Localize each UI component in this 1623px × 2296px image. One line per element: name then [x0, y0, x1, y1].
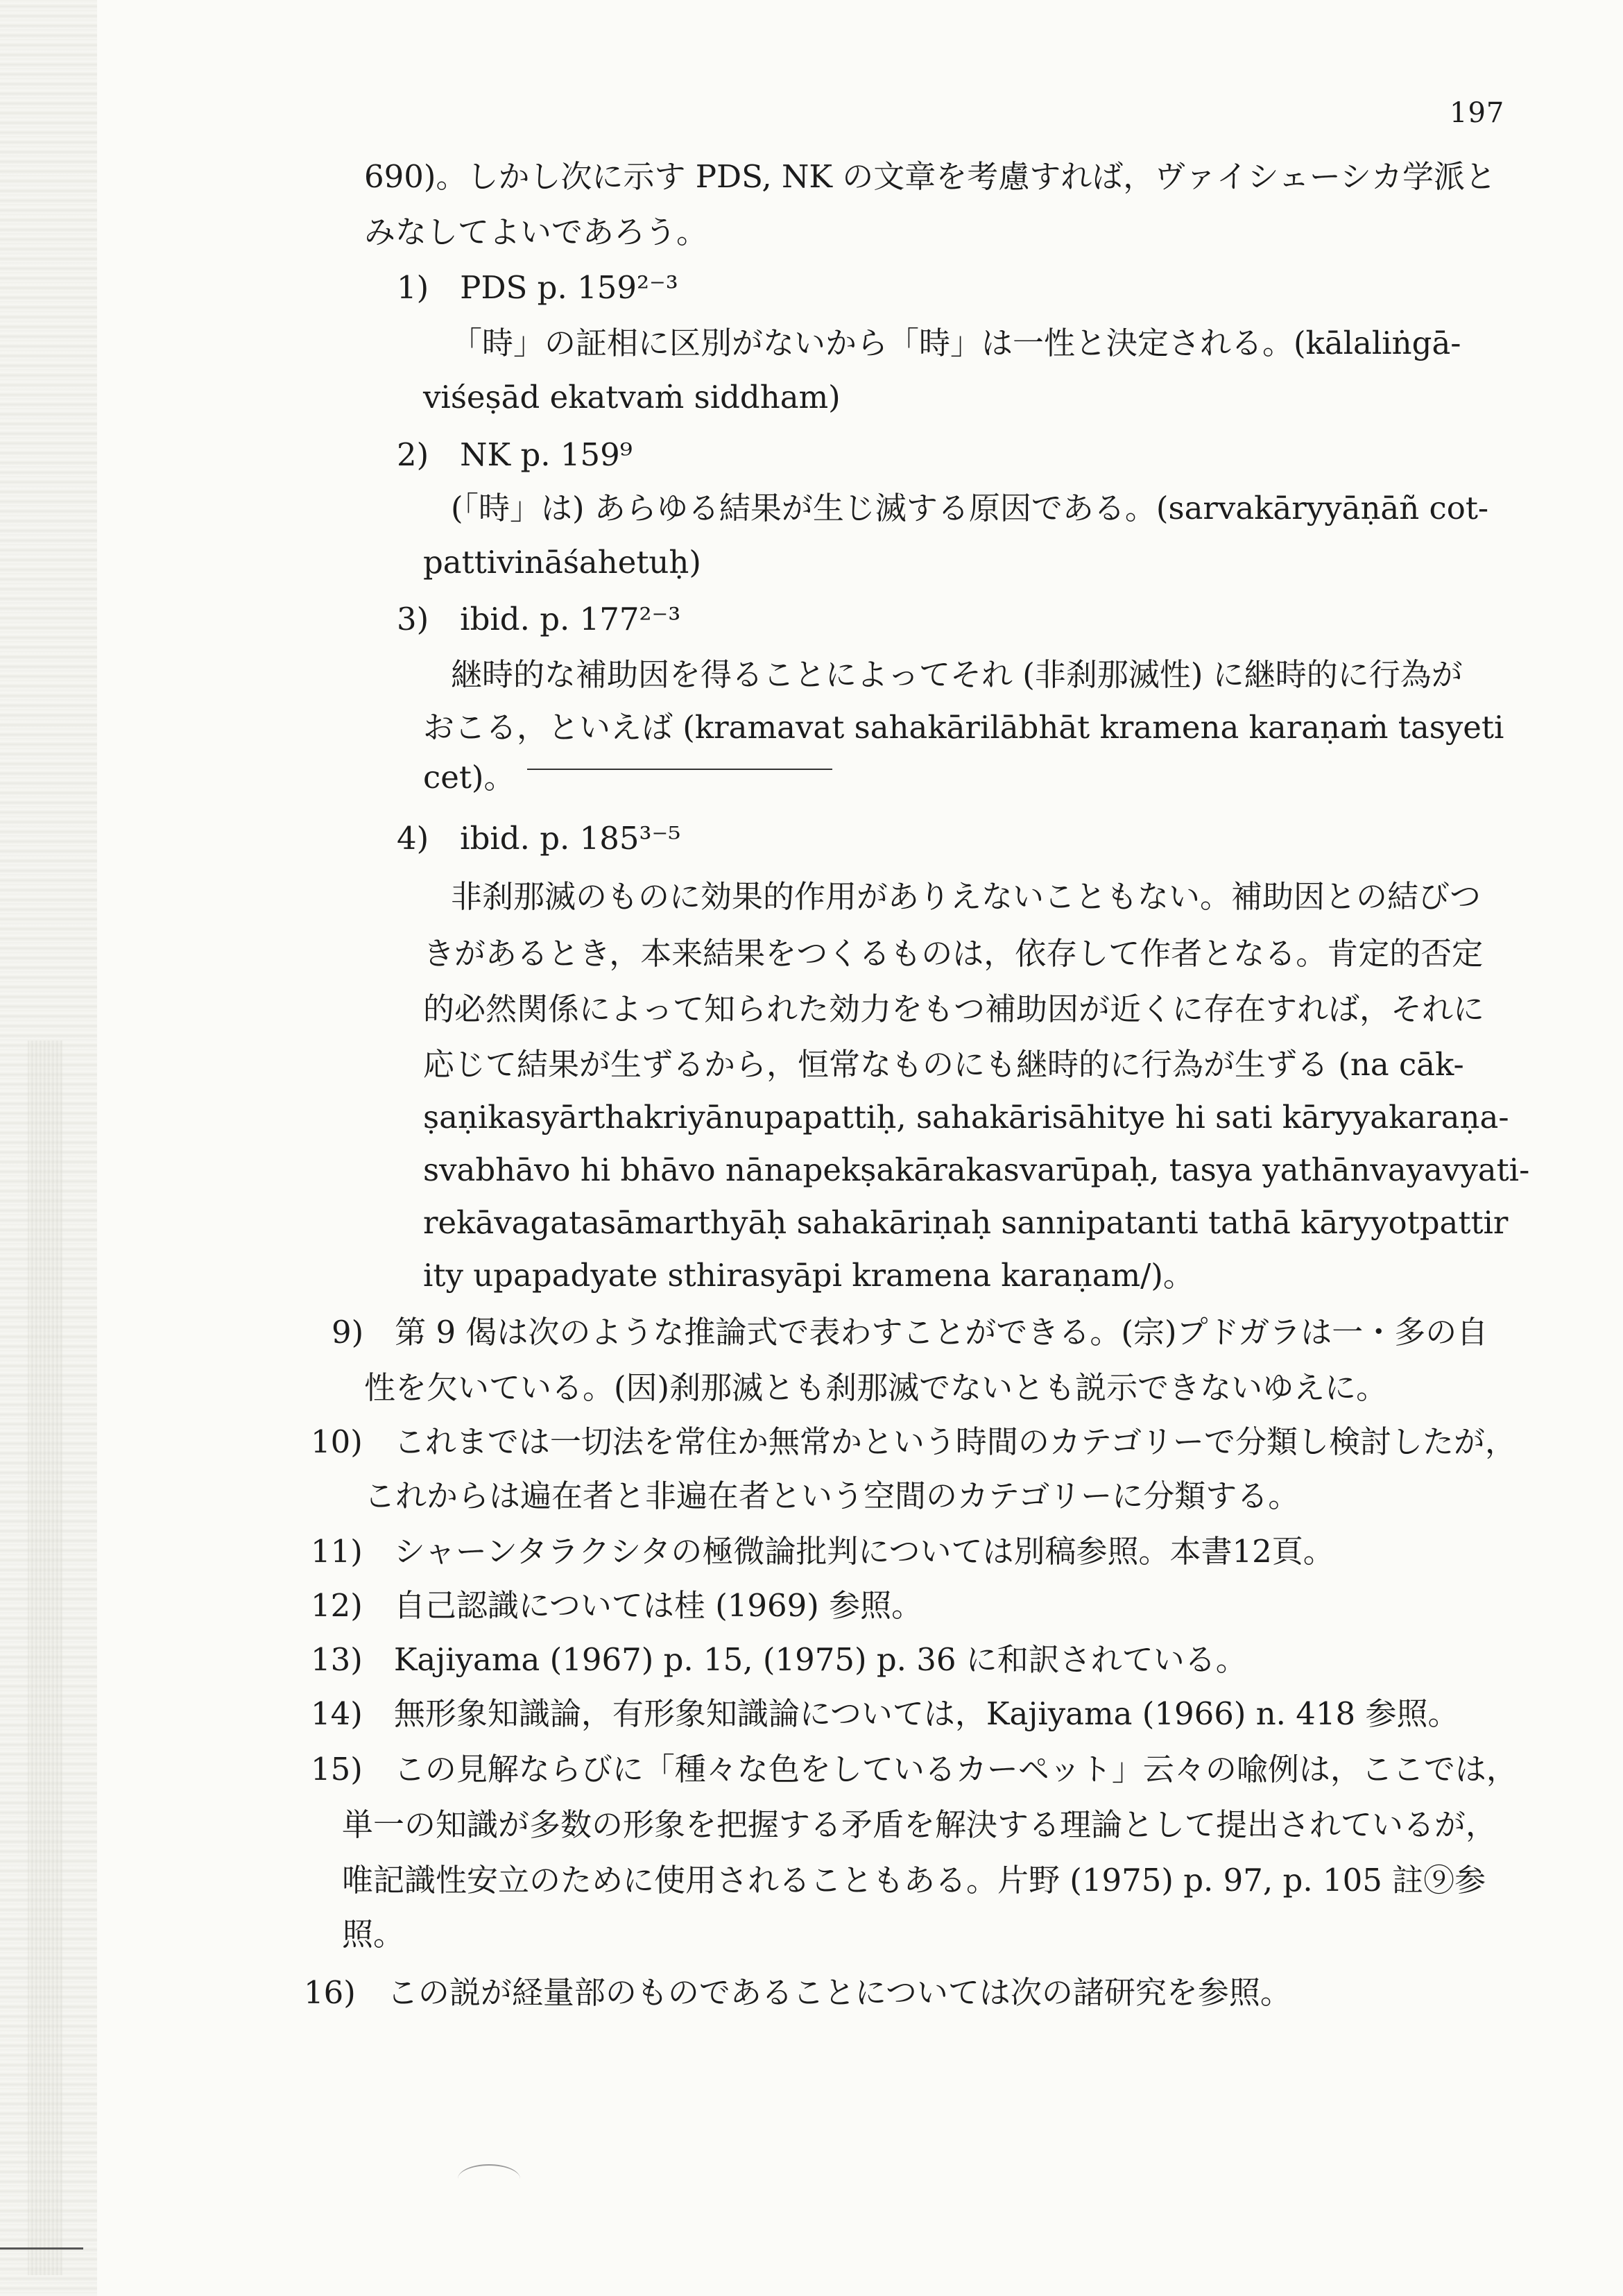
text-line: これからは遍在者と非遍在者という空間のカテゴリーに分類する。 — [364, 1477, 1300, 1514]
text-line: おこる，といえば (kramavat sahakārilābhāt kramena karaṇaṁ tasyeti — [423, 709, 1504, 746]
note-item-heading: 2) NK p. 159⁹ — [397, 436, 633, 473]
footnote: 16) この説が経量部のものであることについては次の諸研究を参照。 — [304, 1974, 1291, 2011]
text-line: 継時的な補助因を得ることによってそれ (非刹那滅性) に継時的に行為が — [451, 656, 1463, 693]
scan-edge-mark — [0, 2247, 83, 2250]
text-line: rekāvagatasāmarthyāḥ sahakāriṇaḥ sannipatanti tathā kāryyotpattir — [423, 1204, 1509, 1241]
text-line: 690)。しかし次に示す PDS, NK の文章を考慮すれば，ヴァイシェーシカ学派と — [364, 158, 1496, 195]
text-line: svabhāvo hi bhāvo nānapekṣakārakasvarūpaḥ, tasya yathānvayavyati- — [423, 1151, 1530, 1188]
note-item-heading: 1) PDS p. 159²⁻³ — [397, 269, 678, 306]
footnote: 12) 自己認識については桂 (1969) 参照。 — [311, 1587, 923, 1624]
footnote: 11) シャーンタラクシタの極微論批判については別稿参照。本書12頁。 — [311, 1533, 1334, 1570]
text-line: 的必然関係によって知られた効力をもつ補助因が近くに存在すれば，それに — [423, 991, 1485, 1027]
text-line: pattivināśahetuḥ) — [423, 544, 701, 581]
text-line: (「時」は) あらゆる結果が生じ滅する原因である。(sarvakāryyāṇāñ cot- — [451, 490, 1489, 526]
text-line: cet)。 — [423, 759, 515, 796]
footnote: 15) この見解ならびに「種々な色をしているカーペット」云々の喩例は，ここでは， — [311, 1751, 1518, 1788]
footnote: 9) 第 9 偈は次のような推論式で表わすことができる。(宗)プドガラは一・多の自 — [332, 1314, 1488, 1351]
text-line: 応じて結果が生ずるから，恒常なものにも継時的に行為が生ずる (na cāk- — [423, 1046, 1464, 1083]
scan-noise-strip — [28, 1040, 62, 2275]
footnote: 10) これまでは一切法を常住か無常かという時間のカテゴリーで分類し検討したが， — [311, 1423, 1517, 1460]
text-line: 単一の知識が多数の形象を把握する矛盾を解決する理論として提出されているが， — [342, 1806, 1497, 1843]
text-line: 唯記識性安立のために使用されることもある。片野 (1975) p. 97, p. 105 註⑨参 — [342, 1862, 1486, 1899]
note-item-heading: 3) ibid. p. 177²⁻³ — [397, 601, 681, 637]
text-line: 「時」の証相に区別がないから「時」は一性と決定される。(kālaliṅgā- — [451, 325, 1461, 361]
underline-rule — [527, 769, 832, 770]
text-line: きがあるとき，本来結果をつくるものは，依存して作者となる。肯定的否定 — [423, 935, 1484, 972]
page-number: 197 — [1450, 97, 1505, 129]
text-line: 性を欠いている。(因)刹那滅とも刹那滅でないとも説示できないゆえに。 — [364, 1369, 1388, 1406]
text-line: ṣaṇikasyārthakriyānupapattiḥ, sahakārisāhitye hi sati kāryyakaraṇa- — [423, 1099, 1509, 1136]
text-line: 非刹那滅のものに効果的作用がありえないこともない。補助因との結びつ — [451, 878, 1482, 915]
text-line: viśeṣād ekatvaṁ siddham) — [423, 379, 841, 415]
text-line: みなしてよいであろう。 — [364, 214, 708, 250]
text-line: ity upapadyate sthirasyāpi kramena karaṇam/)。 — [423, 1257, 1194, 1294]
text-line: 照。 — [342, 1916, 405, 1953]
footnote: 13) Kajiyama (1967) p. 15, (1975) p. 36 に和訳されている。 — [311, 1641, 1247, 1678]
stray-pen-mark — [458, 2164, 520, 2193]
note-item-heading: 4) ibid. p. 185³⁻⁵ — [397, 820, 681, 857]
footnote: 14) 無形象知識論，有形象知識論については，Kajiyama (1966) n. 418 参照。 — [311, 1695, 1459, 1732]
